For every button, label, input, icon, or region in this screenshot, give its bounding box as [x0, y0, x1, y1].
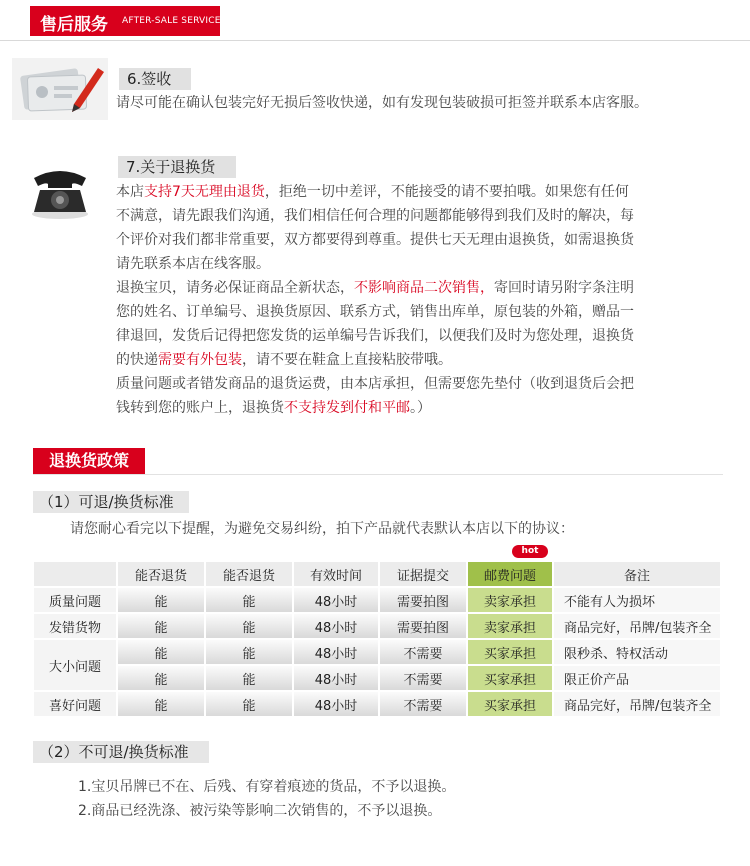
header-divider: [0, 40, 750, 41]
issue-cell: 发错货物: [33, 613, 117, 639]
proof-cell: 不需要: [379, 639, 467, 665]
time-cell: 48小时: [293, 613, 379, 639]
section-7-line-3: 个评价对我们都非常重要，双方都要得到尊重。提供七天无理由退换货，如需退换货: [116, 232, 634, 248]
section-7-line-1: 本店支持7天无理由退货，拒绝一切中差评，不能接受的请不要拍哦。如果您有任何: [116, 184, 629, 200]
return-cell: 能: [117, 613, 205, 639]
header-subtitle: AFTER-SALE SERVICE: [122, 16, 221, 26]
note-cell: 商品完好，吊牌/包装齐全: [553, 613, 721, 639]
note-cell: 商品完好，吊牌/包装齐全: [553, 691, 721, 717]
postage-cell: 买家承担: [467, 639, 553, 665]
postage-cell: 卖家承担: [467, 587, 553, 613]
proof-cell: 不需要: [379, 665, 467, 691]
header-title: 售后服务: [40, 15, 108, 35]
header-cell: 能否退货: [117, 561, 205, 587]
section-7-line-4: 请先联系本店在线客服。: [116, 256, 270, 272]
section-6-text: 请尽可能在确认包装完好无损后签收快递，如有发现包装破损可拒签并联系本店客服。: [116, 95, 648, 111]
section-7-line-2: 不满意，请先跟我们沟通，我们相信任何合理的问题都能够得到我们及时的解决，每: [116, 208, 634, 224]
note-cell: 限秒杀、特权活动: [553, 639, 721, 665]
section-6-title: 6.签收: [119, 68, 191, 90]
telephone-icon: [28, 160, 92, 222]
issue-cell: 质量问题: [33, 587, 117, 613]
proof-cell: 不需要: [379, 691, 467, 717]
return-cell: 能: [117, 587, 205, 613]
header-cell: 备注: [553, 561, 721, 587]
postage-cell: 买家承担: [467, 691, 553, 717]
section-7-line-7: 律退回，发货后记得把您发货的运单编号告诉我们，以便我们及时为您处理，退换货: [116, 328, 634, 344]
exchange-cell: 能: [205, 691, 293, 717]
section-7-line-8: 的快递需要有外包装，请不要在鞋盒上直接粘胶带哦。: [116, 352, 452, 368]
table-row: [33, 665, 721, 691]
return-cell: 能: [117, 691, 205, 717]
header-cell: 有效时间: [293, 561, 379, 587]
section-7-line-10: 钱转到您的账户上，退换货不支持发到付和平邮。）: [116, 400, 431, 416]
table-row: [33, 587, 721, 613]
table-row: [33, 639, 721, 665]
hot-badge: hot: [512, 545, 548, 558]
section-7-title: 7.关于退换货: [118, 156, 236, 178]
section-7-line-5: 退换宝贝，请务必保证商品全新状态，不影响商品二次销售，寄回时请另附字条注明: [116, 280, 634, 296]
header-cell: 能否退货: [205, 561, 293, 587]
policy-divider: [33, 474, 723, 475]
table-row: [33, 691, 721, 717]
proof-cell: 需要拍图: [379, 587, 467, 613]
return-cell: 能: [117, 665, 205, 691]
postage-cell: 买家承担: [467, 665, 553, 691]
section-7-line-6: 您的姓名、订单编号、退换货原因、联系方式，销售出库单，原包装的外箱，赠品一: [116, 304, 634, 320]
returnable-standard-title: （1）可退/换货标准: [33, 491, 189, 513]
non-return-rule-2: 2.商品已经洗涤、被污染等影响二次销售的，不予以退换。: [78, 803, 442, 819]
section-7-line-9: 质量问题或者错发商品的退货运费，由本店承担，但需要您先垫付（收到退货后会把: [116, 376, 634, 392]
return-policy-table: [32, 560, 722, 718]
table-header-row: [33, 561, 721, 587]
time-cell: 48小时: [293, 587, 379, 613]
exchange-cell: 能: [205, 665, 293, 691]
policy-title: 退换货政策: [33, 448, 145, 474]
return-cell: 能: [117, 639, 205, 665]
table-row: [33, 613, 721, 639]
header-cell-postage: 邮费问题: [467, 561, 553, 587]
issue-cell: 喜好问题: [33, 691, 117, 717]
postage-cell: 卖家承担: [467, 613, 553, 639]
policy-intro: 请您耐心看完以下提醒，为避免交易纠纷，拍下产品就代表默认本店以下的协议：: [70, 521, 574, 537]
time-cell: 48小时: [293, 691, 379, 717]
card-pen-icon: [12, 58, 108, 120]
exchange-cell: 能: [205, 639, 293, 665]
issue-cell: 大小问题: [33, 639, 117, 691]
exchange-cell: 能: [205, 587, 293, 613]
header-cell: [33, 561, 117, 587]
note-cell: 限正价产品: [553, 665, 721, 691]
note-cell: 不能有人为损坏: [553, 587, 721, 613]
time-cell: 48小时: [293, 639, 379, 665]
non-return-rule-1: 1.宝贝吊牌已不在、后残、有穿着痕迹的货品，不予以退换。: [78, 779, 456, 795]
exchange-cell: 能: [205, 613, 293, 639]
proof-cell: 需要拍图: [379, 613, 467, 639]
header-cell: 证据提交: [379, 561, 467, 587]
time-cell: 48小时: [293, 665, 379, 691]
non-returnable-standard-title: （2）不可退/换货标准: [33, 741, 209, 763]
